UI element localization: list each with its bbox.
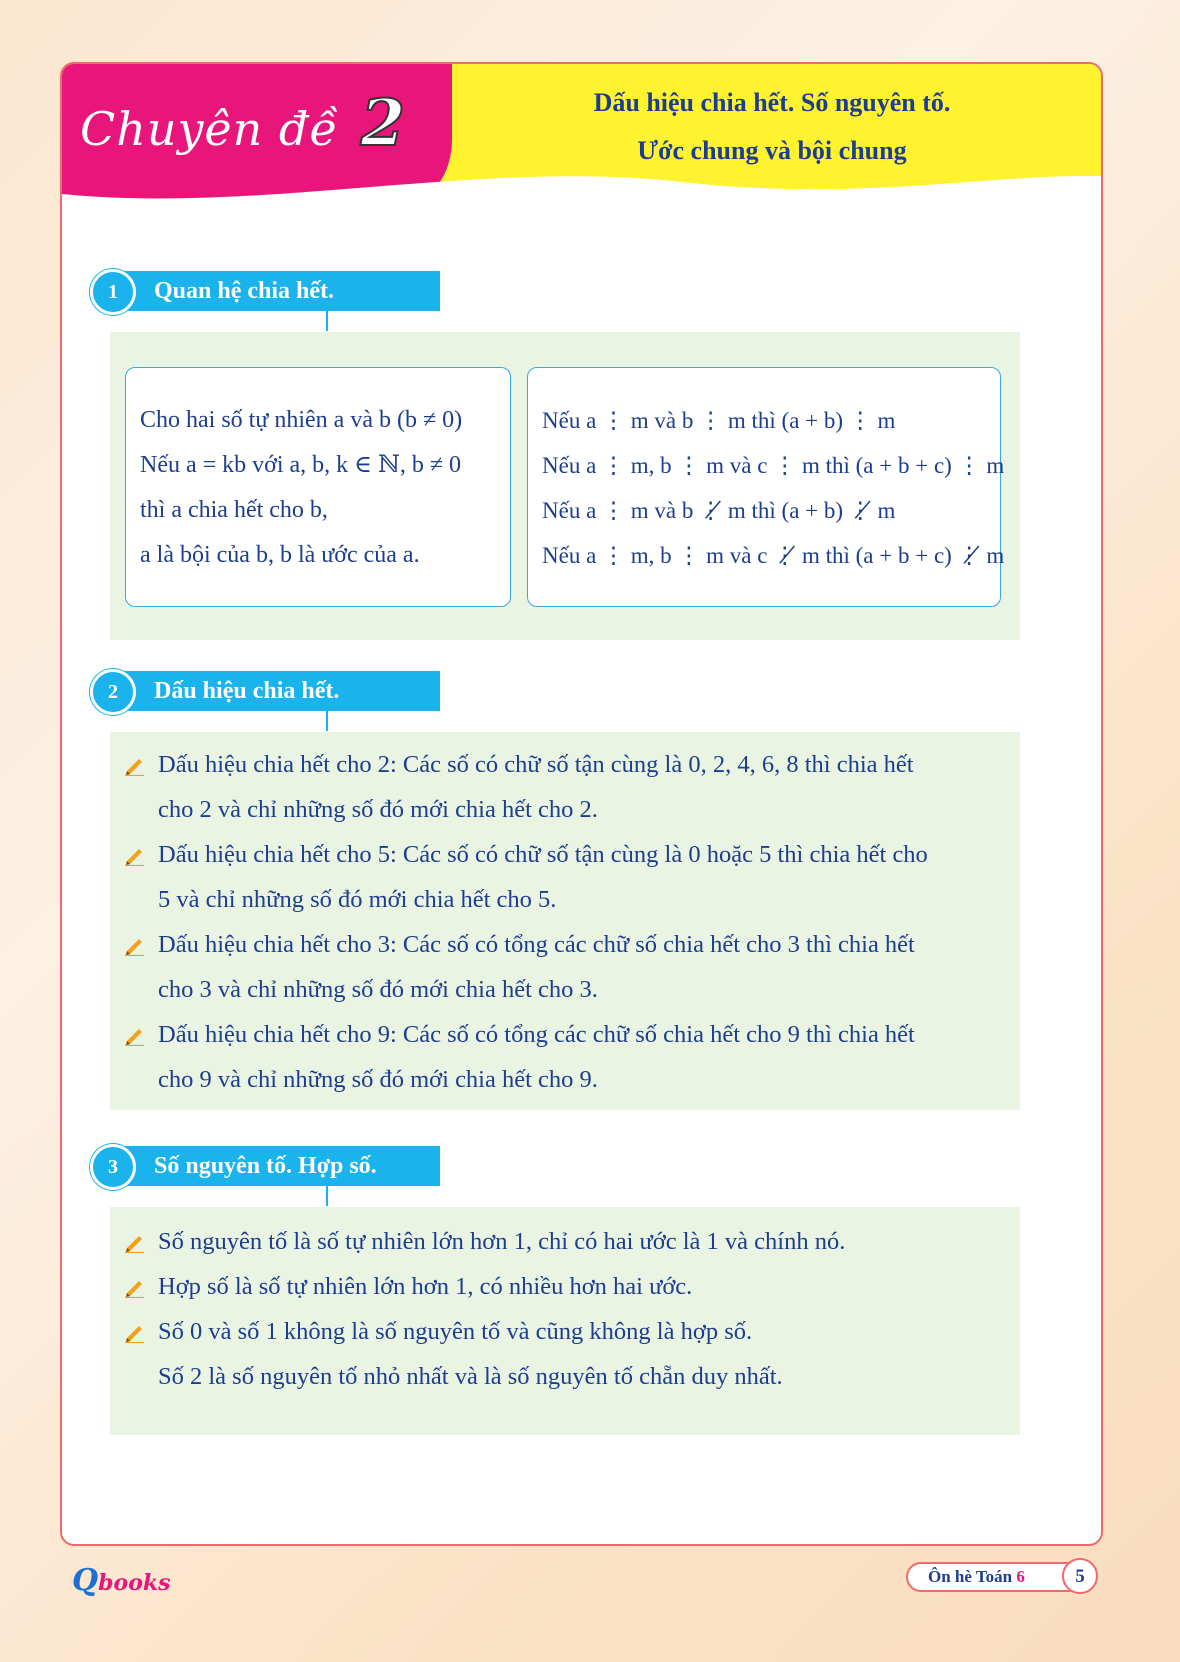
pencil-icon	[124, 1276, 146, 1298]
book-grade: 6	[1016, 1567, 1025, 1586]
list-item-line1: Dấu hiệu chia hết cho 2: Các số có chữ số tận cùng là 0, 2, 4, 6, 8 thì chia hết	[158, 751, 914, 778]
rule-line: Nếu a ⋮ m và b ⋮ m thì (a + b) ⋮ m	[542, 408, 896, 433]
chapter-title-line1: Dấu hiệu chia hết. Số nguyên tố.	[593, 88, 951, 117]
chapter-label	[80, 86, 406, 161]
section-1-number: 1	[90, 269, 136, 315]
list-item	[124, 832, 1020, 922]
section-3-title: Số nguyên tố. Hợp số.	[110, 1146, 440, 1186]
list-item-line2: 5 và chỉ những số đó mới chia hết cho 5.	[158, 886, 557, 913]
list-item-extra: Số 2 là số nguyên tố nhỏ nhất và là số nguyên tố chẵn duy nhất.	[158, 1363, 783, 1390]
logo-rest: books	[98, 1570, 171, 1596]
list-item-line1: Dấu hiệu chia hết cho 3: Các số có tổng các chữ số chia hết cho 3 thì chia hết	[158, 931, 915, 958]
list-item	[124, 1219, 1020, 1264]
publisher-logo	[72, 1563, 171, 1598]
pencil-icon	[124, 1024, 146, 1046]
definition-line: Cho hai số tự nhiên a và b (b ≠ 0)	[140, 407, 463, 433]
list-item-text: Hợp số là số tự nhiên lớn hơn 1, có nhiều hơn hai ước.	[158, 1273, 693, 1300]
pencil-icon	[124, 1321, 146, 1343]
pencil-icon	[124, 1231, 146, 1253]
chapter-title	[472, 79, 1072, 175]
pencil-icon	[124, 754, 146, 776]
pencil-icon	[124, 844, 146, 866]
book-title-pill	[906, 1562, 1084, 1592]
book-title: Ôn hè Toán	[928, 1567, 1013, 1586]
page-frame	[60, 62, 1103, 1546]
page-number: 5	[1062, 1558, 1098, 1594]
section-3-connector	[326, 1186, 328, 1206]
list-item	[124, 742, 1020, 832]
section-3-number: 3	[90, 1144, 136, 1190]
rule-line: Nếu a ⋮ m và b ⋮̸ m thì (a + b) ⋮̸ m	[542, 498, 896, 523]
section-1-connector	[326, 311, 328, 331]
section-3-panel	[110, 1207, 1020, 1435]
divisibility-rules-box	[527, 367, 1005, 607]
section-1-title: Quan hệ chia hết.	[110, 271, 440, 311]
pencil-icon	[124, 934, 146, 956]
list-item-line2: cho 2 và chỉ những số đó mới chia hết cho 2.	[158, 796, 598, 823]
definition-line: Nếu a = kb với a, b, k ∈ ℕ, b ≠ 0	[140, 452, 462, 478]
chapter-title-line2: Ước chung và bội chung	[637, 136, 907, 165]
list-item-text: Số nguyên tố là số tự nhiên lớn hơn 1, chỉ có hai ước là 1 và chính nó.	[158, 1228, 846, 1255]
list-item	[124, 1012, 1020, 1102]
list-item	[124, 1309, 1020, 1399]
divisibility-definition-box	[125, 367, 511, 607]
logo-q: Q	[72, 1563, 99, 1598]
section-2-number: 2	[90, 669, 136, 715]
list-item	[124, 1264, 1020, 1309]
definition-line: a là bội của b, b là ước của a.	[140, 542, 420, 568]
list-item-text: Số 0 và số 1 không là số nguyên tố và cũng không là hợp số.	[158, 1318, 753, 1345]
section-2-panel	[110, 732, 1020, 1110]
rule-line: Nếu a ⋮ m, b ⋮ m và c ⋮ m thì (a + b + c) ⋮ m	[542, 453, 1005, 478]
section-2-title: Dấu hiệu chia hết.	[110, 671, 440, 711]
list-item-line2: cho 3 và chỉ những số đó mới chia hết cho 3.	[158, 976, 598, 1003]
section-2-connector	[326, 711, 328, 731]
rule-line: Nếu a ⋮ m, b ⋮ m và c ⋮̸ m thì (a + b + c) ⋮̸ m	[542, 543, 1005, 568]
list-item-line2: cho 9 và chỉ những số đó mới chia hết cho 9.	[158, 1066, 598, 1093]
definition-line: thì a chia hết cho b,	[140, 497, 328, 523]
section-1-panel	[110, 332, 1020, 640]
chapter-number: 2	[360, 86, 407, 161]
list-item	[124, 922, 1020, 1012]
list-item-line1: Dấu hiệu chia hết cho 9: Các số có tổng các chữ số chia hết cho 9 thì chia hết	[158, 1021, 915, 1048]
chapter-label-text: Chuyên đề	[80, 102, 339, 156]
list-item-line1: Dấu hiệu chia hết cho 5: Các số có chữ số tận cùng là 0 hoặc 5 thì chia hết cho	[158, 841, 928, 868]
